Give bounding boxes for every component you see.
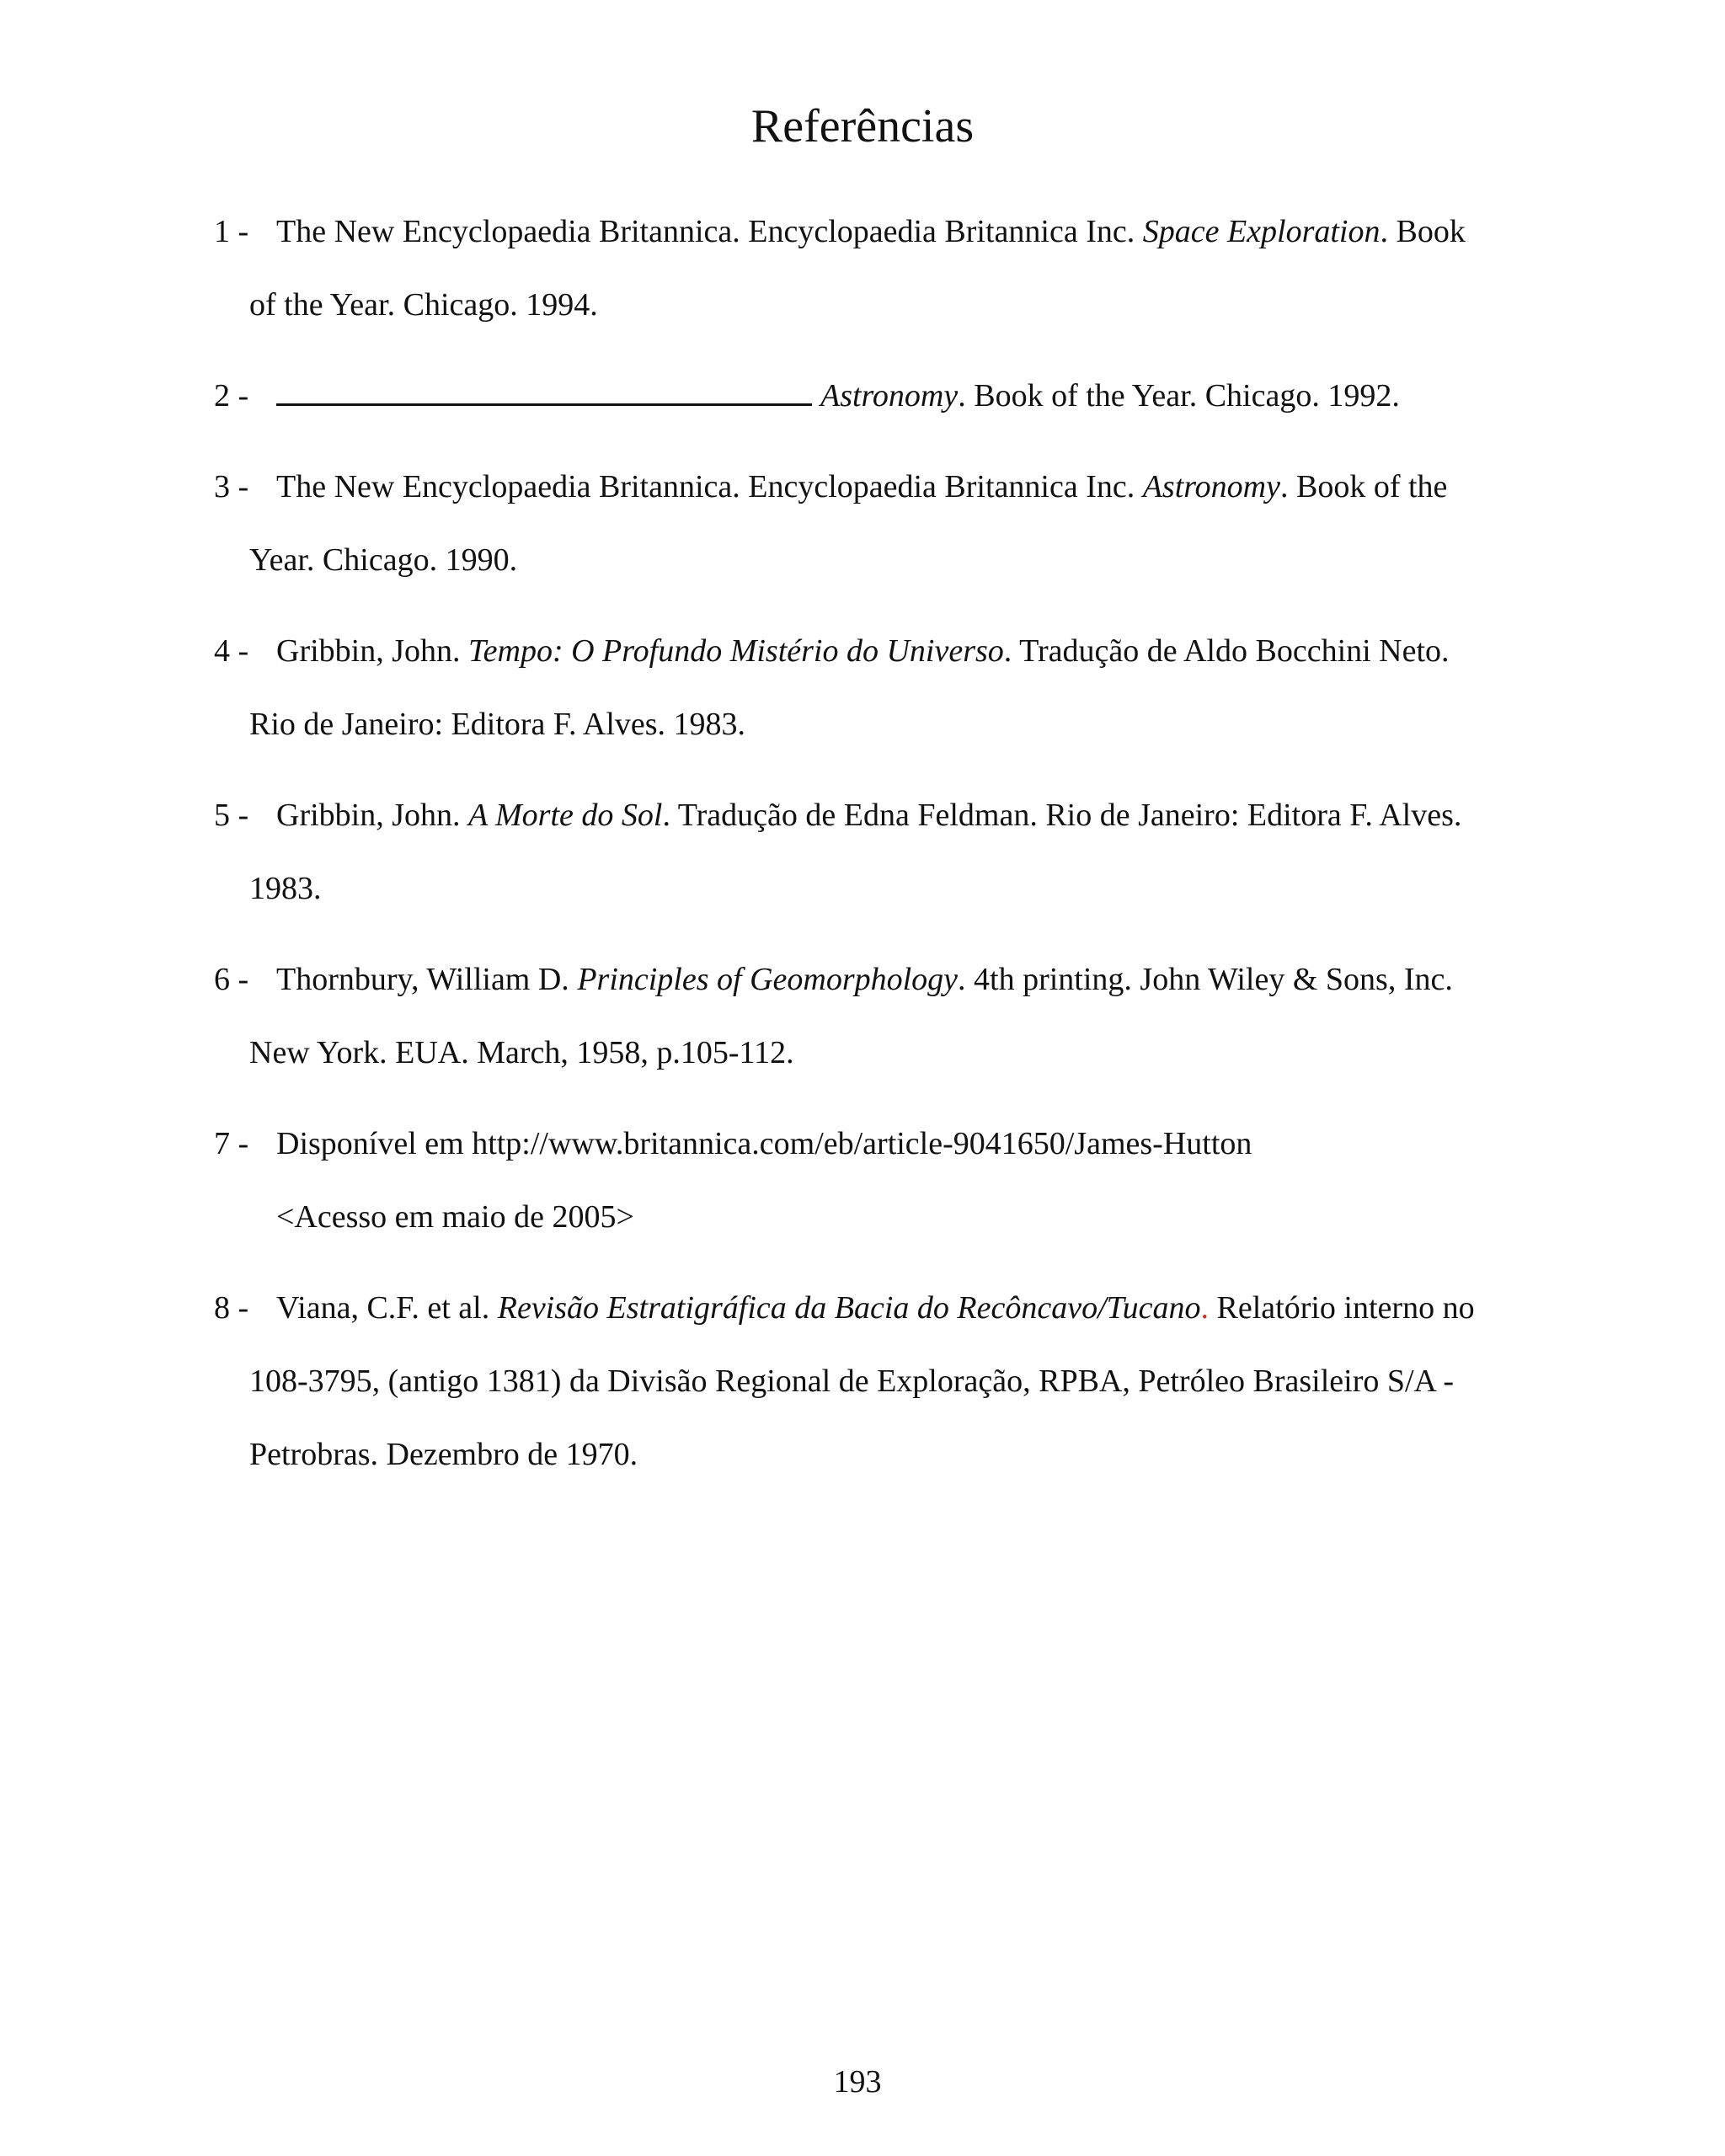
reference-text: Petrobras. Dezembro de 1970. — [249, 1437, 638, 1472]
reference-line — [214, 779, 1545, 852]
reference-text: of the Year. Chicago. 1994. — [249, 287, 598, 323]
reference-list — [214, 195, 1545, 1509]
reference-line — [214, 1107, 1545, 1181]
reference-line — [214, 524, 1545, 597]
reference-item — [214, 195, 1545, 342]
reference-text: Relatório interno no — [1209, 1290, 1475, 1326]
reference-text: Viana, C.F. et al. — [276, 1290, 498, 1326]
reference-item — [214, 943, 1545, 1090]
page-number: 193 — [833, 2064, 882, 2100]
reference-item — [214, 1107, 1545, 1254]
reference-text: . Tradução de Aldo Bocchini Neto. — [1003, 633, 1450, 669]
reference-line — [214, 688, 1545, 761]
reference-line — [214, 269, 1545, 342]
reference-number: 1 - — [214, 214, 249, 249]
reference-line — [214, 1272, 1545, 1345]
reference-text: . Book of the Year. Chicago. 1992. — [958, 378, 1400, 414]
reference-text: . Tradução de Edna Feldman. Rio de Janeiro: Editora F. Alves. — [662, 798, 1462, 833]
reference-text: Gribbin, John. — [276, 798, 468, 833]
reference-item — [214, 360, 1545, 433]
reference-text: Gribbin, John. — [276, 633, 468, 669]
page-title: Referências — [750, 100, 975, 152]
reference-item — [214, 615, 1545, 761]
reference-number: 6 - — [214, 962, 249, 997]
reference-text: 108-3795, (antigo 1381) da Divisão Regional de Exploração, RPBA, Petróleo Brasileiro S/A - — [249, 1364, 1455, 1399]
reference-line — [214, 451, 1545, 524]
reference-text: Thornbury, William D. — [276, 962, 578, 997]
reference-title: Astronomy — [820, 378, 959, 414]
reference-line — [214, 1418, 1545, 1492]
reference-line — [214, 360, 1545, 433]
reference-number: 8 - — [214, 1290, 249, 1326]
reference-text: New York. EUA. March, 1958, p.105-112. — [249, 1035, 794, 1070]
reference-item — [214, 451, 1545, 597]
reference-access-date: <Acesso em maio de 2005> — [276, 1199, 634, 1235]
reference-title: Principles of Geomorphology — [577, 962, 959, 997]
reference-line — [214, 943, 1545, 1017]
reference-item — [214, 779, 1545, 926]
reference-text: Rio de Janeiro: Editora F. Alves. 1983. — [249, 707, 746, 742]
reference-line — [214, 1181, 1545, 1254]
reference-number: 7 - — [214, 1126, 249, 1161]
reference-line — [214, 1017, 1545, 1090]
reference-number: 3 - — [214, 469, 249, 504]
reference-title: A Morte do Sol — [468, 798, 663, 833]
reference-item — [214, 1272, 1545, 1492]
reference-text: Year. Chicago. 1990. — [249, 542, 518, 578]
reference-title: Space Exploration — [1142, 214, 1381, 249]
reference-line — [214, 1345, 1545, 1418]
reference-line — [214, 195, 1545, 269]
reference-text: 1983. — [249, 871, 322, 906]
reference-url-text: Disponível em http://www.britannica.com/eb/article-9041650/James-Hutton — [276, 1126, 1252, 1161]
reference-line — [214, 615, 1545, 688]
reference-text: The New Encyclopaedia Britannica. Encyclopaedia Britannica Inc. — [276, 469, 1143, 504]
reference-text: The New Encyclopaedia Britannica. Encyclopaedia Britannica Inc. — [276, 214, 1143, 249]
reference-text: . Book of the — [1279, 469, 1448, 504]
reference-title: Astronomy — [1142, 469, 1280, 504]
reference-title: Tempo: O Profundo Mistério do Universo — [468, 633, 1004, 669]
reference-number: 4 - — [214, 633, 249, 669]
author-ditto-blank — [276, 378, 812, 406]
reference-text: . Book — [1380, 214, 1466, 249]
reference-number: 5 - — [214, 798, 249, 833]
reference-line — [214, 852, 1545, 926]
reference-punctuation: . — [1200, 1290, 1210, 1326]
reference-title: Revisão Estratigráfica da Bacia do Recôncavo/Tucano — [497, 1290, 1201, 1326]
reference-text: . 4th printing. John Wiley & Sons, Inc. — [958, 962, 1453, 997]
reference-number: 2 - — [214, 378, 249, 414]
